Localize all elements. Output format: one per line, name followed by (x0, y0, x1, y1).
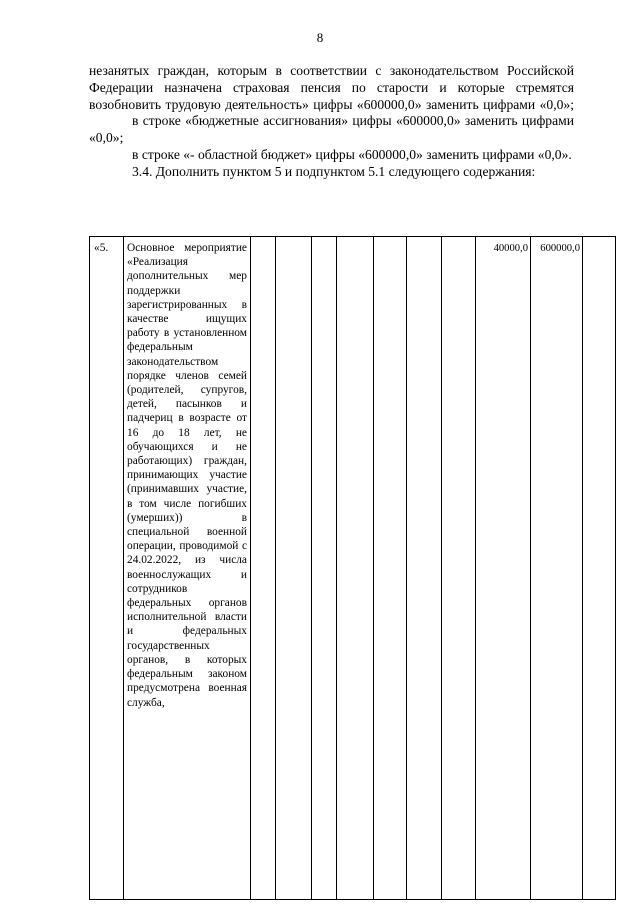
table-cell (442, 237, 476, 900)
table-cell-value: 600000,0 (531, 237, 583, 900)
table-cell (276, 237, 312, 900)
table-cell (583, 237, 616, 900)
measures-table (89, 236, 616, 900)
paragraph-1: незанятых граждан, которым в соответствии с законодательством Российской Федерации назначена страховая пенсия по старости и которые стремятся возобновить трудовую деятельность» цифры «600000,0» заменить цифрами «0,0»; (89, 63, 574, 112)
table-cell (337, 237, 374, 900)
paragraph-2: в строке «бюджетные ассигнования» цифры «600000,0» заменить цифрами «0,0»; (89, 113, 574, 146)
table-cell (407, 237, 442, 900)
table-cell (312, 237, 337, 900)
table-cell (251, 237, 276, 900)
table-row (90, 237, 616, 900)
page-number: 8 (316, 30, 324, 45)
row-number: «5. (90, 237, 124, 900)
measure-name-text: Основное мероприятие «Реализация дополнительных мер поддержки зарегистрированных в качестве ищущих работу в установленном федеральным законодательством порядке членов семей (родителей, супругов, детей, пасынков и падчериц в возрасте от 16 до 18 лет, не обучающихся и не работающих) граждан, принимающих участие (принимавших участие, в том числе погибших (умерших)) в специальной военной операции, проводимой с 24.02.2022, из числа военнослужащих и сотрудников федеральных органов исполнительной власти и федеральных государственных органов, в которых федеральным законом предусмотрена военная служба, (127, 242, 247, 709)
table-cell (374, 237, 407, 900)
paragraph-4: 3.4. Дополнить пунктом 5 и подпунктом 5.1 следующего содержания: (132, 163, 536, 179)
measure-name (124, 237, 251, 900)
table-cell-value: 40000,0 (476, 237, 531, 900)
paragraph-3: в строке «- областной бюджет» цифры «600000,0» заменить цифрами «0,0». (132, 146, 572, 162)
amendment-text (89, 63, 574, 181)
